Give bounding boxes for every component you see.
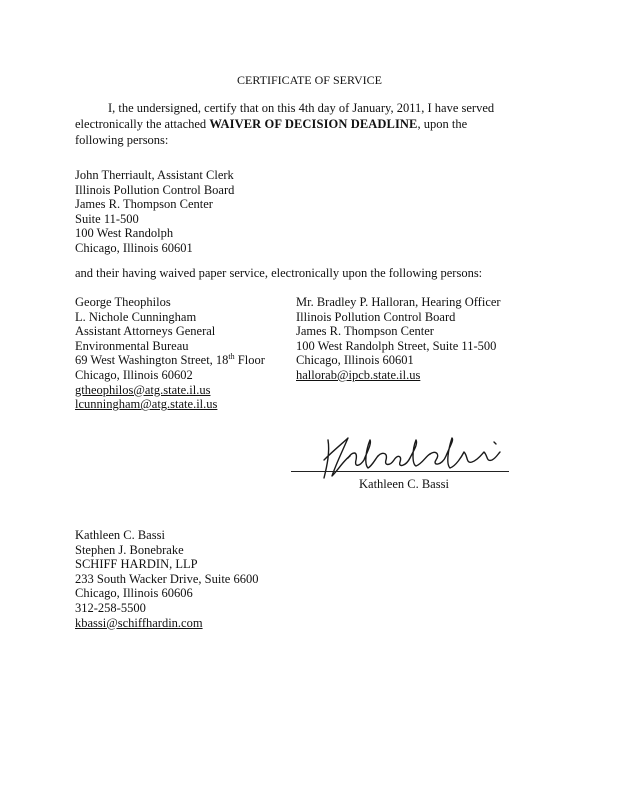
address-line: Illinois Pollution Control Board bbox=[296, 309, 456, 324]
address-line: James R. Thompson Center bbox=[296, 324, 434, 339]
intro-text-end: , upon the following persons: bbox=[75, 117, 468, 147]
address-line: Environmental Bureau bbox=[75, 338, 189, 353]
left-recipient-address bbox=[75, 295, 265, 412]
email-link[interactable]: gtheophilos@atg.state.il.us bbox=[75, 382, 211, 397]
attorney-contact-block bbox=[75, 528, 258, 630]
contact-line: Kathleen C. Bassi bbox=[75, 528, 165, 542]
waived-service-line: and their having waived paper service, electronically upon the following persons: bbox=[75, 266, 483, 280]
address-line: Chicago, Illinois 60601 bbox=[296, 353, 414, 368]
address-line: L. Nichole Cunningham bbox=[75, 309, 197, 324]
contact-line: Chicago, Illinois 60606 bbox=[75, 586, 193, 601]
address-line: Chicago, Illinois 60602 bbox=[75, 367, 193, 382]
address-line: Illinois Pollution Control Board bbox=[75, 182, 235, 197]
contact-line: SCHIFF HARDIN, LLP bbox=[75, 557, 198, 572]
address-line: 100 West Randolph bbox=[75, 226, 174, 241]
address-line: John Therriault, Assistant Clerk bbox=[75, 168, 234, 182]
contact-phone: 312-258-5500 bbox=[75, 600, 146, 615]
document-name: WAIVER OF DECISION DEADLINE bbox=[209, 117, 418, 131]
signer-name: Kathleen C. Bassi bbox=[359, 477, 449, 491]
contact-line: 233 South Wacker Drive, Suite 6600 bbox=[75, 571, 259, 586]
address-line: 100 West Randolph Street, Suite 11-500 bbox=[296, 338, 497, 353]
primary-recipient-address bbox=[75, 168, 234, 256]
address-line: Chicago, Illinois 60601 bbox=[75, 240, 193, 255]
address-street-line bbox=[75, 353, 265, 368]
address-line: George Theophilos bbox=[75, 295, 171, 309]
intro-text-start: I, the undersigned, certify that on this 4th day of January, 2011, I have served electronically the attached bbox=[75, 101, 495, 131]
address-line: Assistant Attorneys General bbox=[75, 324, 216, 339]
address-line: Mr. Bradley P. Halloran, Hearing Officer bbox=[296, 295, 501, 309]
contact-line: Stephen J. Bonebrake bbox=[75, 542, 184, 557]
email-link[interactable]: kbassi@schiffhardin.com bbox=[75, 615, 203, 630]
address-line: James R. Thompson Center bbox=[75, 197, 213, 212]
page-title: CERTIFICATE OF SERVICE bbox=[237, 73, 382, 87]
street-floor-text: Floor bbox=[234, 353, 265, 368]
street-text: 69 West Washington Street, 18 bbox=[75, 353, 229, 368]
address-line: Suite 11-500 bbox=[75, 211, 139, 226]
right-recipient-address bbox=[296, 295, 501, 383]
email-link[interactable]: lcunningham@atg.state.il.us bbox=[75, 397, 218, 412]
signature-line bbox=[291, 471, 509, 472]
intro-paragraph bbox=[75, 100, 515, 148]
email-link[interactable]: hallorab@ipcb.state.il.us bbox=[296, 367, 421, 382]
ordinal-suffix: th bbox=[228, 352, 235, 362]
